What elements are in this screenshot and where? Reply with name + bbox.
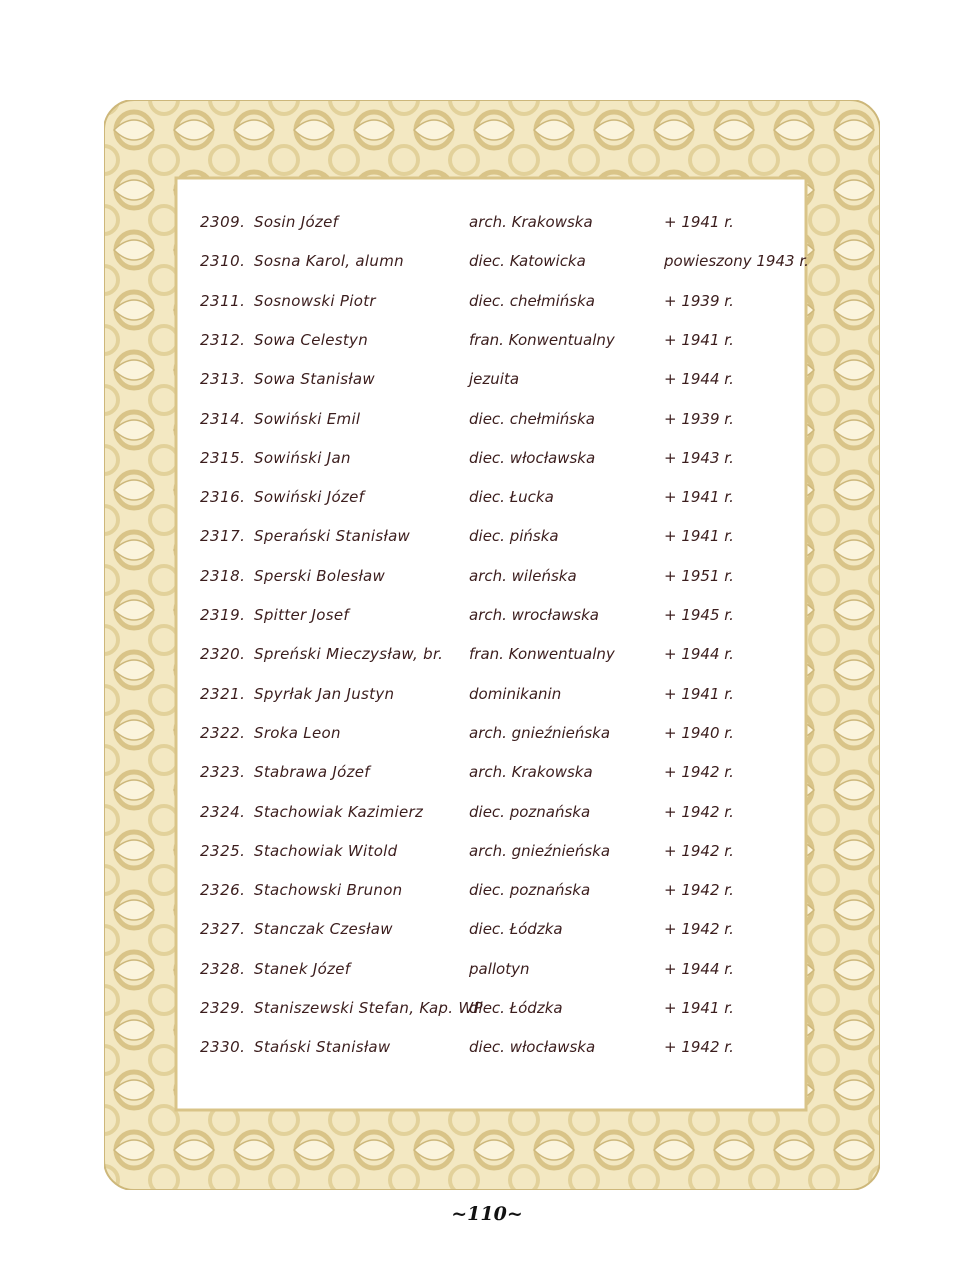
death-date: + 1945 r. [664, 606, 734, 624]
entry-number: 2315. [200, 448, 246, 467]
death-date: + 1940 r. [664, 723, 734, 742]
list-item [184, 404, 796, 436]
affiliation: fran. Konwentualny [469, 330, 615, 349]
entry-number: 2312. [200, 330, 246, 349]
person-name: Sowiński Jan [254, 448, 351, 467]
person-name: Staniszewski Stefan, Kap. WP [254, 999, 483, 1017]
entry-number: 2317. [200, 527, 246, 546]
affiliation: arch. wileńska [469, 566, 577, 585]
affiliation: arch. wrocławska [469, 606, 599, 624]
list-item [184, 639, 796, 671]
list-item [184, 207, 796, 239]
person-name: Stachowski Brunon [254, 881, 403, 900]
entry-number: 2319. [200, 606, 246, 624]
affiliation: jezuita [469, 370, 520, 389]
affiliation: arch. gnieźnieńska [469, 841, 611, 860]
entry-number: 2311. [200, 291, 246, 310]
entry-number: 2314. [200, 409, 246, 428]
page-number: ~110~ [451, 1203, 523, 1225]
affiliation: diec. Łucka [469, 488, 554, 507]
entry-number: 2316. [200, 488, 246, 507]
affiliation: diec. chełmińska [469, 291, 595, 310]
death-date: + 1942 r. [664, 802, 734, 821]
entry-number: 2322. [200, 723, 246, 742]
list-item [184, 521, 796, 553]
list-item [184, 954, 796, 986]
list-item [184, 1032, 796, 1064]
affiliation: pallotyn [469, 959, 530, 978]
death-date: + 1941 r. [664, 999, 734, 1017]
affiliation: arch. gnieźnieńska [469, 723, 611, 742]
affiliation: diec. Katowicka [469, 252, 586, 271]
affiliation: diec. włocławska [469, 448, 596, 467]
list-item [184, 364, 796, 396]
person-name: Stabrawa Józef [254, 763, 370, 782]
person-name: Spreński Mieczysław, br. [254, 645, 444, 664]
death-date: + 1939 r. [664, 409, 734, 428]
affiliation: arch. Krakowska [469, 763, 593, 782]
list-item [184, 325, 796, 357]
person-name: Sowa Celestyn [254, 330, 369, 349]
list-item [184, 246, 809, 278]
list-item [184, 914, 796, 946]
affiliation: fran. Konwentualny [469, 645, 615, 664]
entry-number: 2323. [200, 763, 246, 782]
death-date: + 1939 r. [664, 291, 734, 310]
entry-number: 2320. [200, 645, 246, 664]
affiliation: diec. pińska [469, 527, 559, 546]
entry-number: 2328. [200, 959, 246, 978]
entry-number: 2326. [200, 881, 246, 900]
entry-number: 2313. [200, 370, 246, 389]
list-item [184, 286, 796, 318]
entries-list [184, 185, 809, 1105]
death-date: + 1941 r. [664, 684, 734, 703]
death-date: + 1942 r. [664, 920, 734, 939]
entry-number: 2324. [200, 802, 246, 821]
list-item [184, 836, 796, 868]
list-item [184, 482, 796, 514]
person-name: Sosin Józef [254, 213, 339, 231]
death-date: + 1944 r. [664, 959, 734, 978]
list-item [184, 679, 796, 711]
death-date: + 1941 r. [664, 527, 734, 546]
person-name: Stachowiak Witold [254, 841, 398, 860]
list-item [184, 718, 796, 750]
person-name: Sowiński Emil [254, 409, 361, 428]
death-date: + 1941 r. [664, 213, 734, 231]
person-name: Spitter Josef [254, 606, 349, 624]
affiliation: diec. Łódzka [469, 920, 563, 939]
person-name: Sowiński Józef [254, 488, 365, 507]
affiliation: diec. Łódzka [469, 999, 563, 1017]
person-name: Stanek Józef [254, 959, 351, 978]
list-item [184, 797, 796, 829]
death-date: + 1944 r. [664, 645, 734, 664]
entry-number: 2327. [200, 920, 246, 939]
entry-number: 2310. [200, 252, 246, 271]
list-item [184, 993, 796, 1025]
entry-number: 2330. [200, 1038, 246, 1057]
death-date: + 1942 r. [664, 881, 734, 900]
death-date: + 1944 r. [664, 370, 734, 389]
list-item [184, 757, 796, 789]
affiliation: arch. Krakowska [469, 213, 593, 231]
death-date: + 1942 r. [664, 1038, 734, 1057]
affiliation: dominikanin [469, 684, 562, 703]
entry-number: 2309. [200, 213, 246, 231]
person-name: Spyrłak Jan Justyn [254, 684, 395, 703]
entry-number: 2329. [200, 999, 246, 1017]
death-date: + 1941 r. [664, 330, 734, 349]
person-name: Sroka Leon [254, 723, 341, 742]
death-date: + 1951 r. [664, 566, 734, 585]
death-date: + 1941 r. [664, 488, 734, 507]
affiliation: diec. włocławska [469, 1038, 596, 1057]
entry-number: 2318. [200, 566, 246, 585]
entry-number: 2325. [200, 841, 246, 860]
affiliation: diec. poznańska [469, 802, 591, 821]
death-date: + 1943 r. [664, 448, 734, 467]
death-date: + 1942 r. [664, 763, 734, 782]
entry-number: 2321. [200, 684, 246, 703]
list-item [184, 875, 796, 907]
list-item [184, 443, 796, 475]
affiliation: diec. poznańska [469, 881, 591, 900]
person-name: Sperański Stanisław [254, 527, 411, 546]
death-date: powieszony 1943 r. [664, 252, 809, 271]
person-name: Sosna Karol, alumn [254, 252, 404, 271]
person-name: Sperski Bolesław [254, 566, 386, 585]
person-name: Sosnowski Piotr [254, 291, 376, 310]
person-name: Stański Stanisław [254, 1038, 391, 1057]
list-item [184, 561, 796, 593]
death-date: + 1942 r. [664, 841, 734, 860]
list-item [184, 600, 796, 632]
person-name: Sowa Stanisław [254, 370, 375, 389]
person-name: Stanczak Czesław [254, 920, 393, 939]
affiliation: diec. chełmińska [469, 409, 595, 428]
person-name: Stachowiak Kazimierz [254, 802, 424, 821]
